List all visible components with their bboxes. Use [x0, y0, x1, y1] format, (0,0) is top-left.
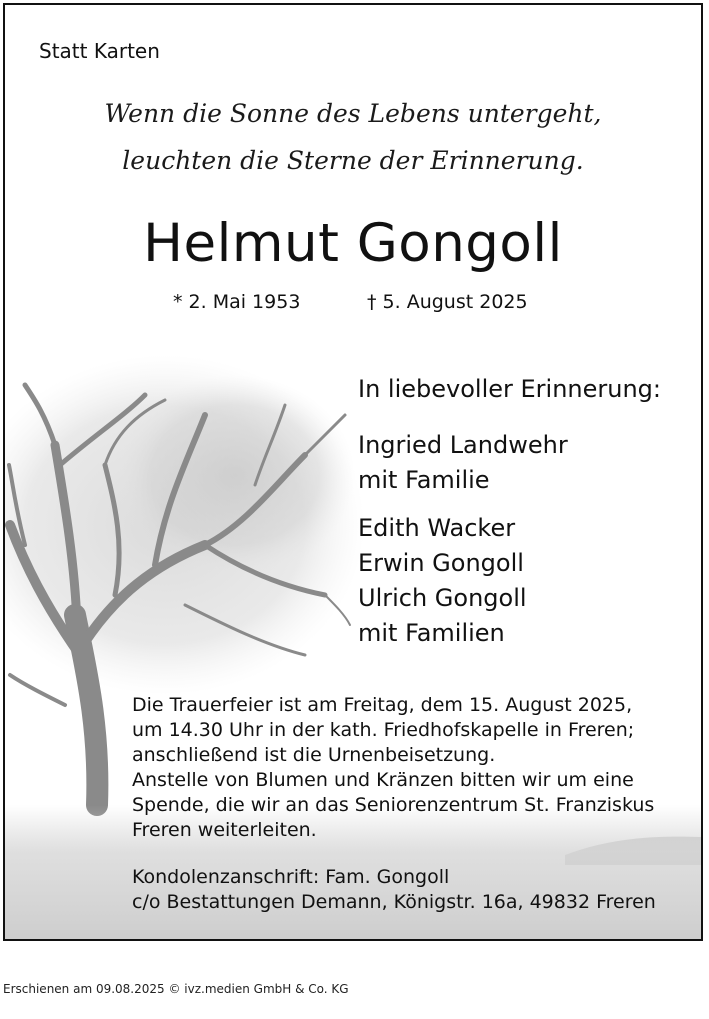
deceased-name: Helmut Gongoll	[143, 213, 563, 274]
service-details-line: Die Trauerfeier ist am Freitag, dem 15. August 2025,	[132, 694, 633, 716]
service-details-line: Freren weiterleiten.	[132, 819, 317, 841]
mourner-line: Edith Wacker	[358, 514, 516, 542]
publication-credit: Erschienen am 09.08.2025 © ivz.medien GmbH & Co. KG	[3, 982, 349, 996]
service-details-line: Spende, die wir an das Seniorenzentrum St. Franziskus	[132, 794, 655, 816]
service-details-line: um 14.30 Uhr in der kath. Friedhofskapelle in Freren;	[132, 719, 635, 741]
motto-line-1: Wenn die Sonne des Lebens untergeht,	[104, 99, 602, 128]
condolence-address-line: Kondolenzanschrift: Fam. Gongoll	[132, 866, 450, 888]
condolence-address-line: c/o Bestattungen Demann, Königstr. 16a, 49832 Freren	[132, 891, 656, 913]
birth-date: * 2. Mai 1953	[173, 291, 301, 313]
mourners-intro: In liebevoller Erinnerung:	[358, 375, 661, 403]
death-date: † 5. August 2025	[367, 291, 528, 313]
service-details-line: anschließend ist die Urnenbeisetzung.	[132, 744, 496, 766]
header-label: Statt Karten	[39, 39, 160, 63]
mourner-line: mit Familie	[358, 466, 490, 494]
mourner-line: Ingried Landwehr	[358, 431, 568, 459]
obituary-notice	[3, 3, 703, 941]
service-details-line: Anstelle von Blumen und Kränzen bitten wir um eine	[132, 769, 634, 791]
mourner-line: mit Familien	[358, 619, 505, 647]
motto-line-2: leuchten die Sterne der Erinnerung.	[122, 146, 584, 175]
mourner-line: Ulrich Gongoll	[358, 584, 527, 612]
mourner-line: Erwin Gongoll	[358, 549, 524, 577]
